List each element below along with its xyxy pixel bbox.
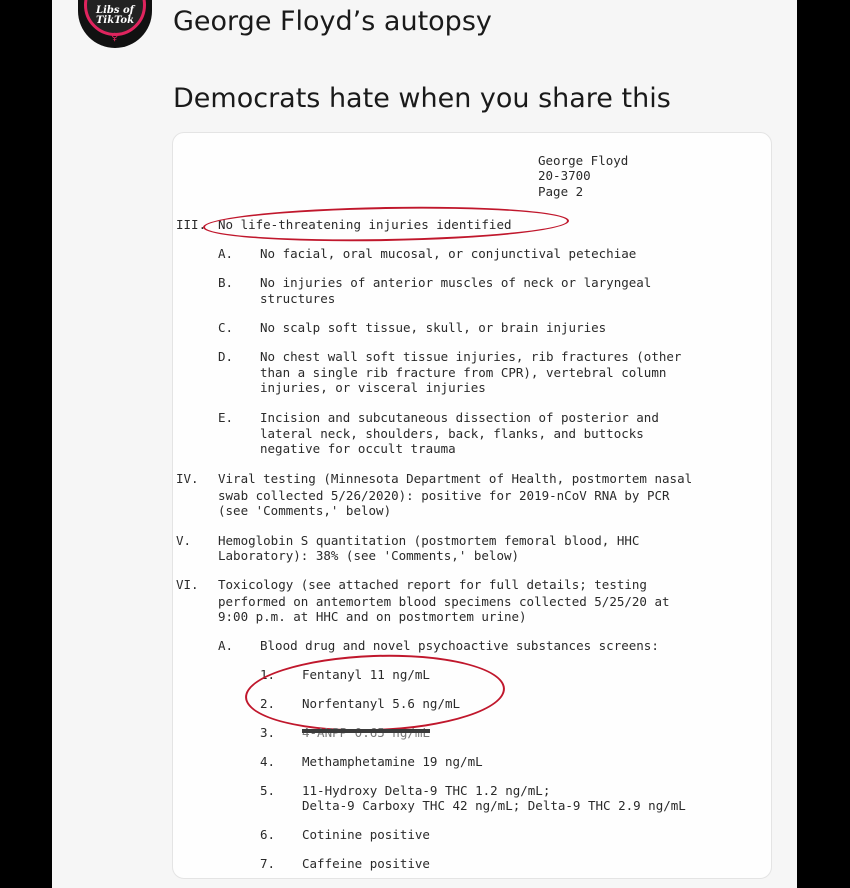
- tox-item-text: Delta-9 Carboxy THC 42 ng/mL; Delta-9 THC 2.9 ng/mL: [302, 798, 686, 813]
- tox-item-text: Cotinine positive: [302, 827, 430, 842]
- tox-item-text: Caffeine positive: [302, 856, 430, 871]
- doc-header-page: Page 2: [538, 184, 584, 199]
- item-label: E.: [218, 410, 234, 425]
- section-vi-text: performed on antemortem blood specimens collected 5/25/20 at: [218, 594, 670, 609]
- section-v-text: Hemoglobin S quantitation (postmortem femoral blood, HHC: [218, 533, 640, 548]
- item-label: A.: [218, 246, 234, 261]
- tox-item-text: Fentanyl 11 ng/mL: [302, 667, 430, 682]
- section-v-text: Laboratory): 38% (see 'Comments,' below): [218, 548, 520, 563]
- avatar-logo-text: Libs of TikTok: [95, 5, 135, 26]
- red-circle-annotation: [203, 204, 570, 244]
- item-text: No chest wall soft tissue injuries, rib fractures (other: [260, 349, 682, 364]
- section-iv-number: IV.: [176, 471, 199, 486]
- autopsy-document-image[interactable]: [172, 132, 772, 879]
- subsection-label: A.: [218, 638, 234, 653]
- tox-item-text: 11-Hydroxy Delta-9 THC 1.2 ng/mL;: [302, 783, 551, 798]
- doc-header-name: George Floyd: [538, 153, 629, 168]
- red-circle-annotation: [244, 650, 506, 735]
- item-text: No scalp soft tissue, skull, or brain injuries: [260, 320, 607, 335]
- tox-item-number: 6.: [260, 827, 276, 842]
- subsection-title: Blood drug and novel psychoactive substances screens:: [260, 638, 659, 653]
- item-text: Incision and subcutaneous dissection of posterior and: [260, 410, 659, 425]
- tox-item-text: [302, 725, 430, 741]
- tox-item-number: 4.: [260, 754, 276, 769]
- post-body-text: Democrats hate when you share this: [173, 83, 671, 114]
- item-text: injuries, or visceral injuries: [260, 380, 486, 395]
- item-label: C.: [218, 320, 234, 335]
- section-vi-text: 9:00 p.m. at HHC and on postmortem urine): [218, 609, 527, 624]
- section-iv-text: (see 'Comments,' below): [218, 503, 392, 518]
- section-iv-text: swab collected 5/26/2020): positive for 2019-nCoV RNA by PCR: [218, 488, 670, 503]
- item-text: No injuries of anterior muscles of neck or laryngeal: [260, 275, 652, 290]
- item-text: lateral neck, shoulders, back, flanks, and buttocks: [260, 426, 644, 441]
- item-text: than a single rib fracture from CPR), vertebral column: [260, 365, 667, 380]
- strikethrough-mark: [302, 729, 430, 733]
- tox-item-text: Norfentanyl 5.6 ng/mL: [302, 696, 461, 711]
- tox-item-number: 1.: [260, 667, 276, 682]
- tox-item-text: Methamphetamine 19 ng/mL: [302, 754, 483, 769]
- female-symbol-icon: ♀: [111, 32, 119, 43]
- tox-item-number: 3.: [260, 725, 276, 740]
- tox-item-number: 7.: [260, 856, 276, 871]
- section-vi-text: Toxicology (see attached report for full details; testing: [218, 577, 647, 592]
- item-label: B.: [218, 275, 234, 290]
- doc-header-case: 20-3700: [538, 168, 591, 183]
- section-iii-title: No life-threatening injuries identified: [218, 217, 512, 232]
- tox-item-number: 5.: [260, 783, 276, 798]
- item-text: No facial, oral mucosal, or conjunctival petechiae: [260, 246, 637, 261]
- item-text: negative for occult trauma: [260, 441, 456, 456]
- tox-item-number: 2.: [260, 696, 276, 711]
- section-iv-text: Viral testing (Minnesota Department of Health, postmortem nasal: [218, 471, 693, 486]
- post-title: George Floyd’s autopsy: [173, 6, 492, 37]
- item-text: structures: [260, 291, 336, 306]
- section-iii-number: III.: [176, 217, 207, 232]
- item-label: D.: [218, 349, 234, 364]
- section-v-number: V.: [176, 533, 192, 548]
- section-vi-number: VI.: [176, 577, 199, 592]
